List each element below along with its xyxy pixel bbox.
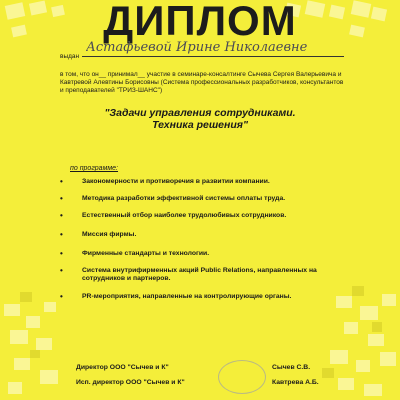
program-item: [60, 212, 350, 220]
program-item-text: Естественный отбор наиболее трудолюбивых сотрудников.: [82, 212, 287, 219]
stamp-imprint: [218, 360, 266, 394]
exec-director-name: Кавтрева А.Б.: [272, 379, 319, 386]
bullet-icon: •: [60, 194, 63, 203]
director-name: Сычев С.В.: [272, 364, 311, 371]
bullet-icon: •: [60, 249, 63, 258]
diploma-title: ДИПЛОМ: [103, 0, 297, 44]
program-item: [60, 293, 350, 301]
program-item: [60, 195, 350, 203]
program-item-text: Закономерности и противоречия в развитии компании.: [82, 178, 270, 185]
recipient-name: Астафьевой Ирине Николаевне: [86, 40, 308, 55]
issued-label: выдан: [60, 53, 80, 60]
bullet-icon: •: [60, 266, 63, 275]
topic-line-1: "Задачи управления сотрудниками.: [104, 107, 296, 119]
program-item-text: PR-мероприятия, направленные на контролирующие органы.: [82, 293, 292, 300]
program-item-text: Система внутрифирменных акций Public Relations, направленных на сотрудников и партнеров.: [82, 267, 317, 282]
bullet-icon: •: [60, 230, 63, 239]
program-item-text: Методика разработки эффективной системы оплаты труда.: [82, 195, 286, 202]
recipient-underline: [82, 56, 344, 57]
director-title: Директор ООО "Сычев и К": [76, 364, 169, 371]
program-label: по программе:: [70, 165, 119, 172]
program-list: [60, 178, 350, 301]
program-item: [60, 267, 350, 283]
program-item-text: Миссия фирмы.: [82, 231, 137, 238]
program-item: [60, 250, 350, 258]
bullet-icon: •: [60, 292, 63, 301]
bullet-icon: •: [60, 211, 63, 220]
seminar-topic: [0, 107, 400, 131]
program-item-text: Фирменные стандарты и технологии.: [82, 250, 210, 257]
program-item: [60, 178, 350, 186]
topic-line-2: Техника решения": [152, 119, 248, 131]
program-item: [60, 231, 350, 239]
intro-paragraph: в том, что он__ принимал__ участие в семинаре-консалтинге Сычева Сергея Валерьевича и Кавтревой Алевтины Борисовны (Система профессиональных разработчиков, консультантов и преподавателей "ТРИЗ-ШАНС"): [60, 71, 344, 94]
bullet-icon: •: [60, 177, 63, 186]
exec-director-title: Исп. директор ООО "Сычев и К": [76, 379, 185, 386]
